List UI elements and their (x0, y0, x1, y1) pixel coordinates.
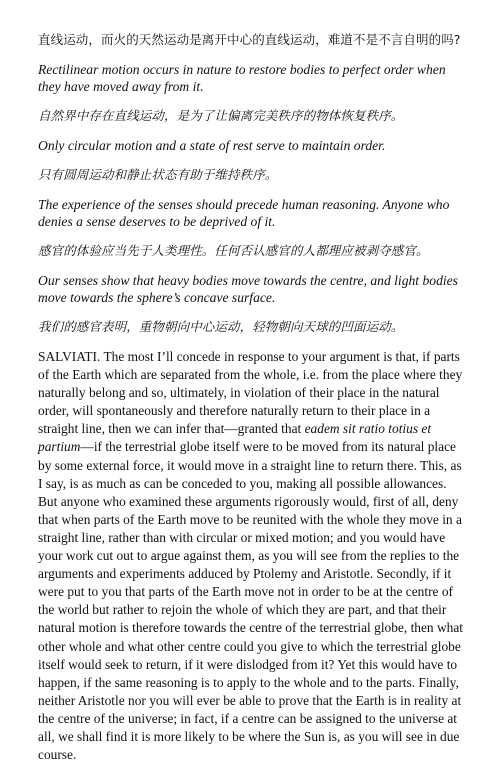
paragraph-text-end: —if the terrestrial globe itself were to be moved from its natural place by some external force, it would move in a straight line to return there. This, as I say, is as much as can be conceded to you, making all possible allowances. But anyone who examined these arguments rigorously would, first of all, deny that when parts of the Earth move to be reunited with the whole they move in a straight line, rather than with circular or mixed motion; and you would have your work cut out to argue against them, as you will see from the replies to the arguments and experiments adduced by Ptolemy and Aristotle. Secondly, if it were put to you that parts of the Earth move not in order to be at the centre of the world but rather to rejoin the whole of which they are part, and that their natural motion is therefore towards the centre of the terrestrial globe, then what other whole and what other centre could you give to which the terrestrial globe itself would seek to return, if it were dislodged from it? Yet this would have to happen, if the same reasoning is to apply to the whole and to the parts. Finally, neither Aristotle nor you will ever be able to prove that the Earth is in reality at the centre of the universe; in fact, if a centre can be assigned to the universe at all, we shall find it is more likely to be where the Sun is, as you will see in due course. (38, 439, 463, 763)
en-summary-1: Rectilinear motion occurs in nature to restore bodies to perfect order when they have moved away from it. (38, 62, 446, 94)
zh-summary-1: 自然界中存在直线运动，是为了让偏离完美秩序的物体恢复秩序。 (38, 108, 404, 123)
zh-summary-3: 感官的体验应当先于人类理性。任何否认感官的人都理应被剥夺感官。 (38, 243, 429, 258)
en-summary-2: Only circular motion and a state of rest serve to maintain order. (38, 138, 386, 153)
zh-summary-4: 我们的感官表明，重物朝向中心运动，轻物朝向天球的凹面运动。 (38, 319, 404, 334)
document-page (38, 30, 464, 764)
zh-paragraph-1: 直线运动，而火的天然运动是离开中心的直线运动，难道不是不言自明的吗? (38, 32, 461, 47)
salviati-paragraph (38, 348, 464, 764)
latin-phrase: eadem sit ratio totius et partium (38, 421, 432, 455)
zh-summary-2: 只有圆周运动和静止状态有助于维持秩序。 (38, 167, 278, 182)
en-summary-3: The experience of the senses should precede human reasoning. Anyone who denies a sense deserves to be deprived of it. (38, 197, 450, 229)
paragraph-text-start: SALVIATI. The most I’ll concede in response to your argument is that, if parts of the Earth which are separated from the whole, i.e. from the place where they naturally belong and so, ultimately, in violation of their place in the natural order, will spontaneously and therefore naturally return to their place in a straight line, then we can infer that—granted that (38, 349, 463, 437)
en-summary-4: Our senses show that heavy bodies move towards the centre, and light bodies move towards the sphere’s concave surface. (38, 273, 458, 305)
